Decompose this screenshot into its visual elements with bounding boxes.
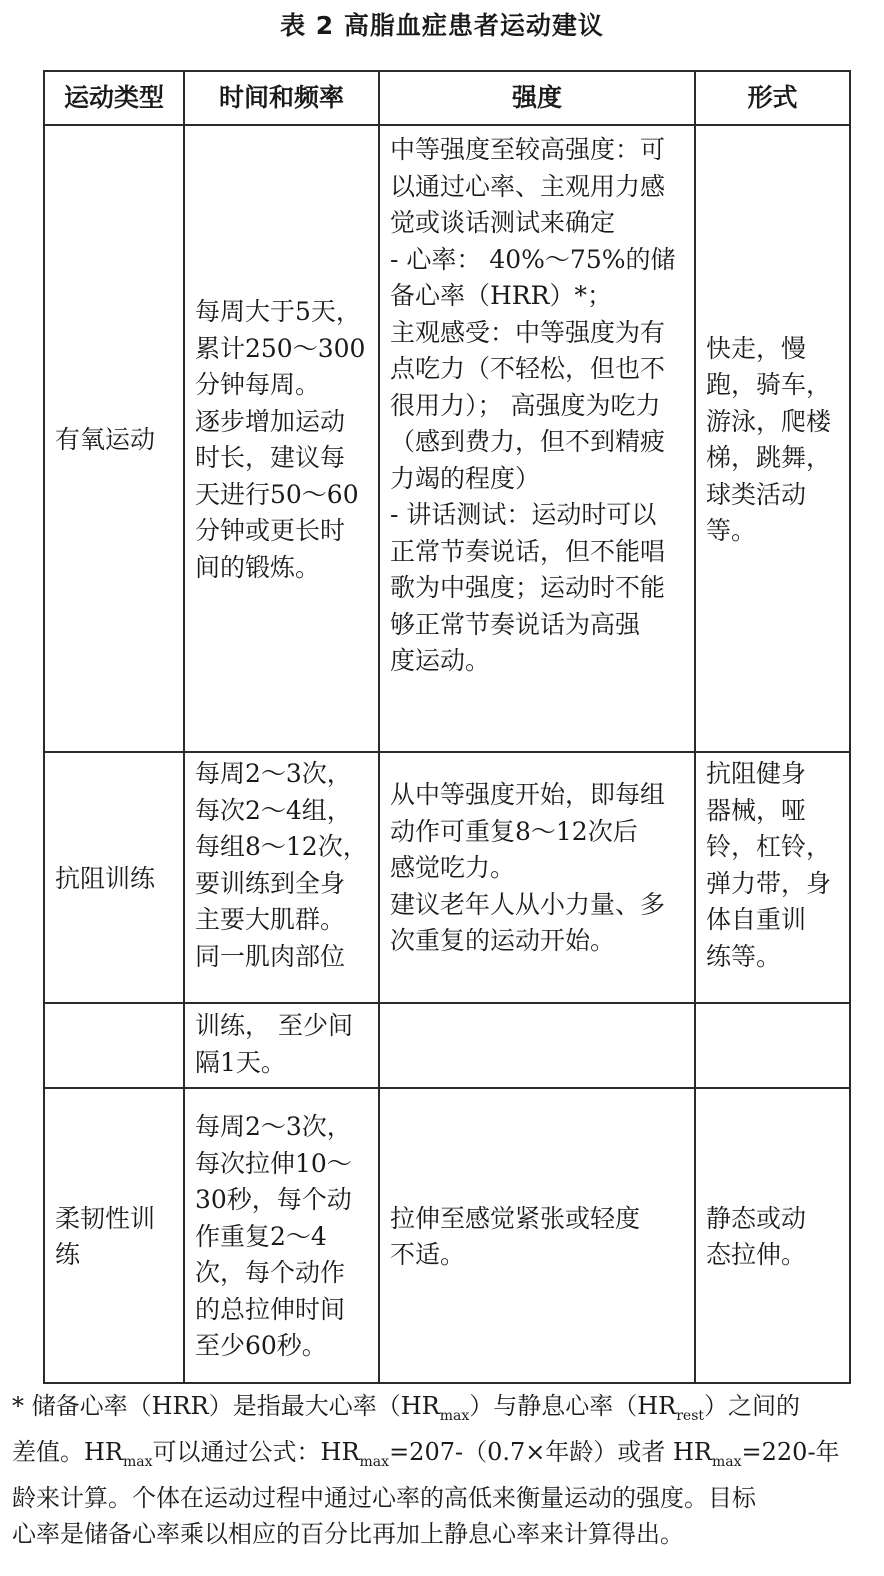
aerobic-intensity-line: - 心率： 40%～75%的储: [390, 244, 676, 274]
aerobic-form-line: 游泳，爬楼: [706, 406, 832, 436]
footnote: [12, 1388, 878, 1552]
footnote-line: [12, 1434, 878, 1480]
resistance-type-label: 抗阻训练: [55, 863, 156, 893]
flexibility-type: [45, 1089, 183, 1382]
resistance-intensity-line: 感觉吃力。: [390, 853, 516, 882]
aerobic-form-line: 球类活动: [706, 479, 807, 509]
aerobic-intensity-line: 备心率（HRR）*；: [390, 281, 612, 310]
resistance-intensity-line: 次重复的运动开始。: [390, 926, 616, 955]
header-form: 形式: [747, 82, 798, 112]
resistance-form-line: 练等。: [706, 941, 782, 971]
flexibility-time-line: 作重复2～4: [195, 1221, 327, 1251]
header-type: 运动类型: [63, 82, 164, 112]
flexibility-time-line: 30秒，每个动: [195, 1185, 352, 1215]
resistance-time-line: 要训练到全身: [195, 868, 346, 898]
footnote-line: 心率是储备心率乘以相应的百分比再加上静息心率来计算得出。: [12, 1519, 684, 1548]
resistance-form-line: 器械，哑: [706, 795, 807, 825]
flexibility-type-line: 柔韧性训: [55, 1203, 156, 1233]
footnote-text: =207-（0.7×年龄）或者 HR: [389, 1437, 712, 1466]
aerobic-intensity-line: - 讲话测试：运动时可以: [390, 500, 657, 529]
flexibility-time-line: 的总拉伸时间: [195, 1294, 346, 1324]
resistance-time-line: 隔1天。: [195, 1047, 286, 1077]
aerobic-intensity-line: 点吃力（不轻松，但也不: [390, 354, 666, 383]
table-title: 表 2 高脂血症患者运动建议: [280, 11, 604, 40]
flexibility-form: [696, 1089, 849, 1382]
aerobic-intensity-line: 以通过心率、主观用力感: [390, 171, 666, 201]
flexibility-form-line: 静态或动: [706, 1203, 807, 1233]
resistance-form: [696, 753, 849, 1002]
header-intensity: 强度: [511, 82, 562, 112]
footnote-text: * 储备心率（HRR）是指最大心率（HR: [12, 1392, 440, 1420]
aerobic-intensity-line: 够正常节奏说话为高强: [390, 609, 641, 639]
aerobic-time-line: 时长，建议每: [195, 443, 346, 472]
aerobic-intensity-line: 歌为中强度；运动时不能: [390, 573, 666, 602]
aerobic-time-line: 每周大于5天，: [195, 297, 361, 326]
aerobic-intensity-line: 主观感受：中等强度为有: [390, 317, 666, 347]
aerobic-form-line: 跑，骑车，: [706, 370, 832, 399]
flexibility-time-frequency: [185, 1089, 378, 1382]
aerobic-intensity-line: 正常节奏说话，但不能唱: [390, 536, 666, 566]
resistance-time-line: 主要大肌群。: [195, 905, 346, 934]
resistance-intensity: [380, 753, 694, 1002]
aerobic-intensity-line: 很用力）； 高强度为吃力: [390, 390, 661, 420]
footnote-text: 可以通过公式：HR: [152, 1437, 360, 1466]
header-time-frequency: 时间和频率: [218, 82, 344, 112]
aerobic-time-line: 逐步增加运动: [195, 406, 346, 436]
footnote-text: ）之间的: [704, 1392, 801, 1420]
resistance-time-line: 训练， 至少间: [195, 1011, 353, 1040]
aerobic-time-frequency: [185, 126, 378, 751]
footnote-subscript: max: [439, 1407, 470, 1424]
footnote-text: ）与静息心率（HR: [469, 1392, 677, 1420]
flexibility-intensity: [380, 1089, 694, 1382]
aerobic-type-label: 有氧运动: [55, 424, 156, 454]
footnote-subscript: rest: [676, 1407, 705, 1424]
flexibility-intensity-line: 不适。: [390, 1240, 466, 1269]
aerobic-intensity-line: 觉或谈话测试来确定: [390, 208, 616, 237]
resistance-time-frequency: [185, 753, 378, 1002]
aerobic-intensity-line: 中等强度至较高强度：可: [390, 135, 666, 164]
footnote-text: =220-年: [741, 1437, 840, 1466]
aerobic-intensity: [380, 126, 694, 751]
aerobic-form-line: 快走，慢: [706, 333, 807, 363]
resistance-form-line: 抗阻健身: [706, 759, 807, 788]
footnote-subscript: max: [359, 1453, 390, 1470]
aerobic-time-line: 分钟或更长时: [195, 516, 346, 545]
flexibility-time-line: 每次拉伸10～: [195, 1148, 352, 1178]
aerobic-time-line: 间的锻炼。: [195, 552, 321, 582]
flexibility-intensity-line: 拉伸至感觉紧张或轻度: [390, 1203, 641, 1233]
aerobic-intensity-line: 力竭的程度）: [390, 463, 541, 493]
footnote-subscript: max: [123, 1453, 153, 1470]
resistance-time-line: 同一肌肉部位: [195, 941, 346, 971]
resistance-time-line: 每周2～3次，: [195, 759, 352, 788]
footnote-line: 龄来计算。个体在运动过程中通过心率的高低来衡量运动的强度。目标: [12, 1483, 756, 1512]
resistance-intensity-line: 建议老年人从小力量、多: [390, 889, 666, 919]
resistance-time-line: 每次2～4组，: [195, 795, 352, 825]
aerobic-time-line: 天进行50～60: [195, 479, 359, 509]
flexibility-time-line: 每周2～3次，: [195, 1112, 352, 1142]
aerobic-form-line: 梯，跳舞，: [706, 443, 832, 472]
resistance-form-line: 体自重训: [706, 905, 807, 934]
flexibility-type-line: 练: [55, 1240, 81, 1269]
aerobic-time-line: 累计250～300: [195, 333, 366, 363]
resistance-intensity-line: 从中等强度开始，即每组: [390, 780, 666, 809]
footnote-subscript: max: [712, 1453, 742, 1470]
resistance-form-line: 铃，杠铃，: [706, 832, 832, 861]
flexibility-form-line: 态拉伸。: [706, 1240, 807, 1269]
flexibility-time-line: 至少60秒。: [195, 1331, 327, 1361]
aerobic-form: [696, 126, 849, 751]
resistance-time-line: 每组8～12次，: [195, 832, 368, 861]
footnote-text: 差值。HR: [12, 1437, 123, 1466]
resistance-type: [45, 753, 183, 1002]
resistance-time-continued: [185, 1004, 378, 1087]
aerobic-time-line: 分钟每周。: [195, 370, 321, 399]
footnote-line: [12, 1388, 878, 1434]
aerobic-form-line: 等。: [706, 516, 757, 545]
flexibility-time-line: 次，每个动作: [195, 1258, 346, 1288]
aerobic-intensity-line: 度运动。: [390, 646, 491, 675]
aerobic-intensity-line: （感到费力，但不到精疲: [390, 427, 666, 456]
resistance-intensity-line: 动作可重复8～12次后: [390, 816, 638, 846]
resistance-form-line: 弹力带，身: [706, 868, 832, 898]
aerobic-type: [45, 126, 183, 751]
